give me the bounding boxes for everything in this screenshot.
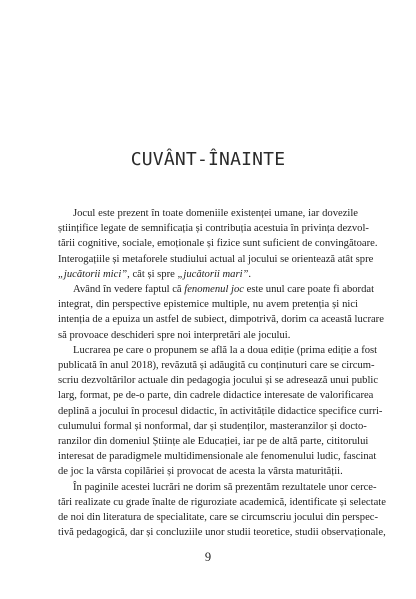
page-number: 9 — [204, 550, 212, 564]
text-line: culumului formal și nonformal, dar și studenților, masteranzilor și docto- — [58, 420, 367, 432]
text-line: intenția de a epuiza un astfel de subiect, dimpotrivă, dorim ca această lucrare — [58, 314, 384, 326]
text-line: deplină a jocului în procesul didactic, în activitățile didactice specifice curri- — [58, 405, 383, 417]
text-line: Lucrarea pe care o propunem se află la a doua ediție (prima ediție a fost — [73, 344, 378, 356]
text-line: scriu dezvoltărilor actuale din pedagogia jocului și se adresează unui public — [58, 375, 379, 387]
text-line: Interogațiile și metaforele studiului actual al jocului se orientează atât spre — [58, 253, 374, 265]
text-line: publicată în anul 2018), revăzută și adăugită cu conținuturi care se circum- — [58, 360, 375, 371]
text-line: integrat, din perspective epistemice multiple, nu avem pretenția și nici — [58, 299, 358, 311]
text-line: „jucătorii mici”, cât și spre „jucătorii mari”. — [58, 268, 252, 280]
text-line: tivă pedagogică, dar și concluziile unor studii teoretice, studii observaționale, — [58, 527, 386, 539]
text-line: de joc la vârsta copilăriei și provocat de acesta la vârsta maturității. — [58, 466, 343, 478]
text-line: Având în vedere faptul că fenomenul joc este unul care poate fi abordat — [73, 284, 375, 295]
text-line: ranzilor din domeniul Științe ale Educației, iar pe de altă parte, cititorului — [58, 436, 369, 447]
chapter-title: CUVÂNT-ÎNAINTE — [130, 149, 286, 170]
text-line: științifice legate de semnificația și contribuția acestuia în privința dezvol- — [58, 223, 369, 235]
text-line: interesat de paradigmele multidimensionale ale fenomenului ludic, fascinat — [58, 451, 377, 463]
text-line: de noi din literatura de specialitate, care se circumscriu jocului din perspec- — [58, 512, 379, 523]
text-line: tări realizate cu grade înalte de riguroziate academică, identificate și selectate — [58, 496, 386, 508]
text-line: larg, format, pe de-o parte, din cadrele didactice interesate de valorificarea — [58, 390, 374, 402]
text-line: În paginile acestei lucrări ne dorim să prezentăm rezultatele unor cerce- — [73, 481, 377, 493]
text-line: Jocul este prezent în toate domeniile existenței umane, iar dovezile — [73, 208, 358, 219]
text-line: tării cognitive, sociale, emoționale și fizice sunt suficient de convingătoare. — [58, 238, 378, 250]
text-line: să provoace deschideri spre noi interpretări ale jocului. — [58, 329, 291, 341]
